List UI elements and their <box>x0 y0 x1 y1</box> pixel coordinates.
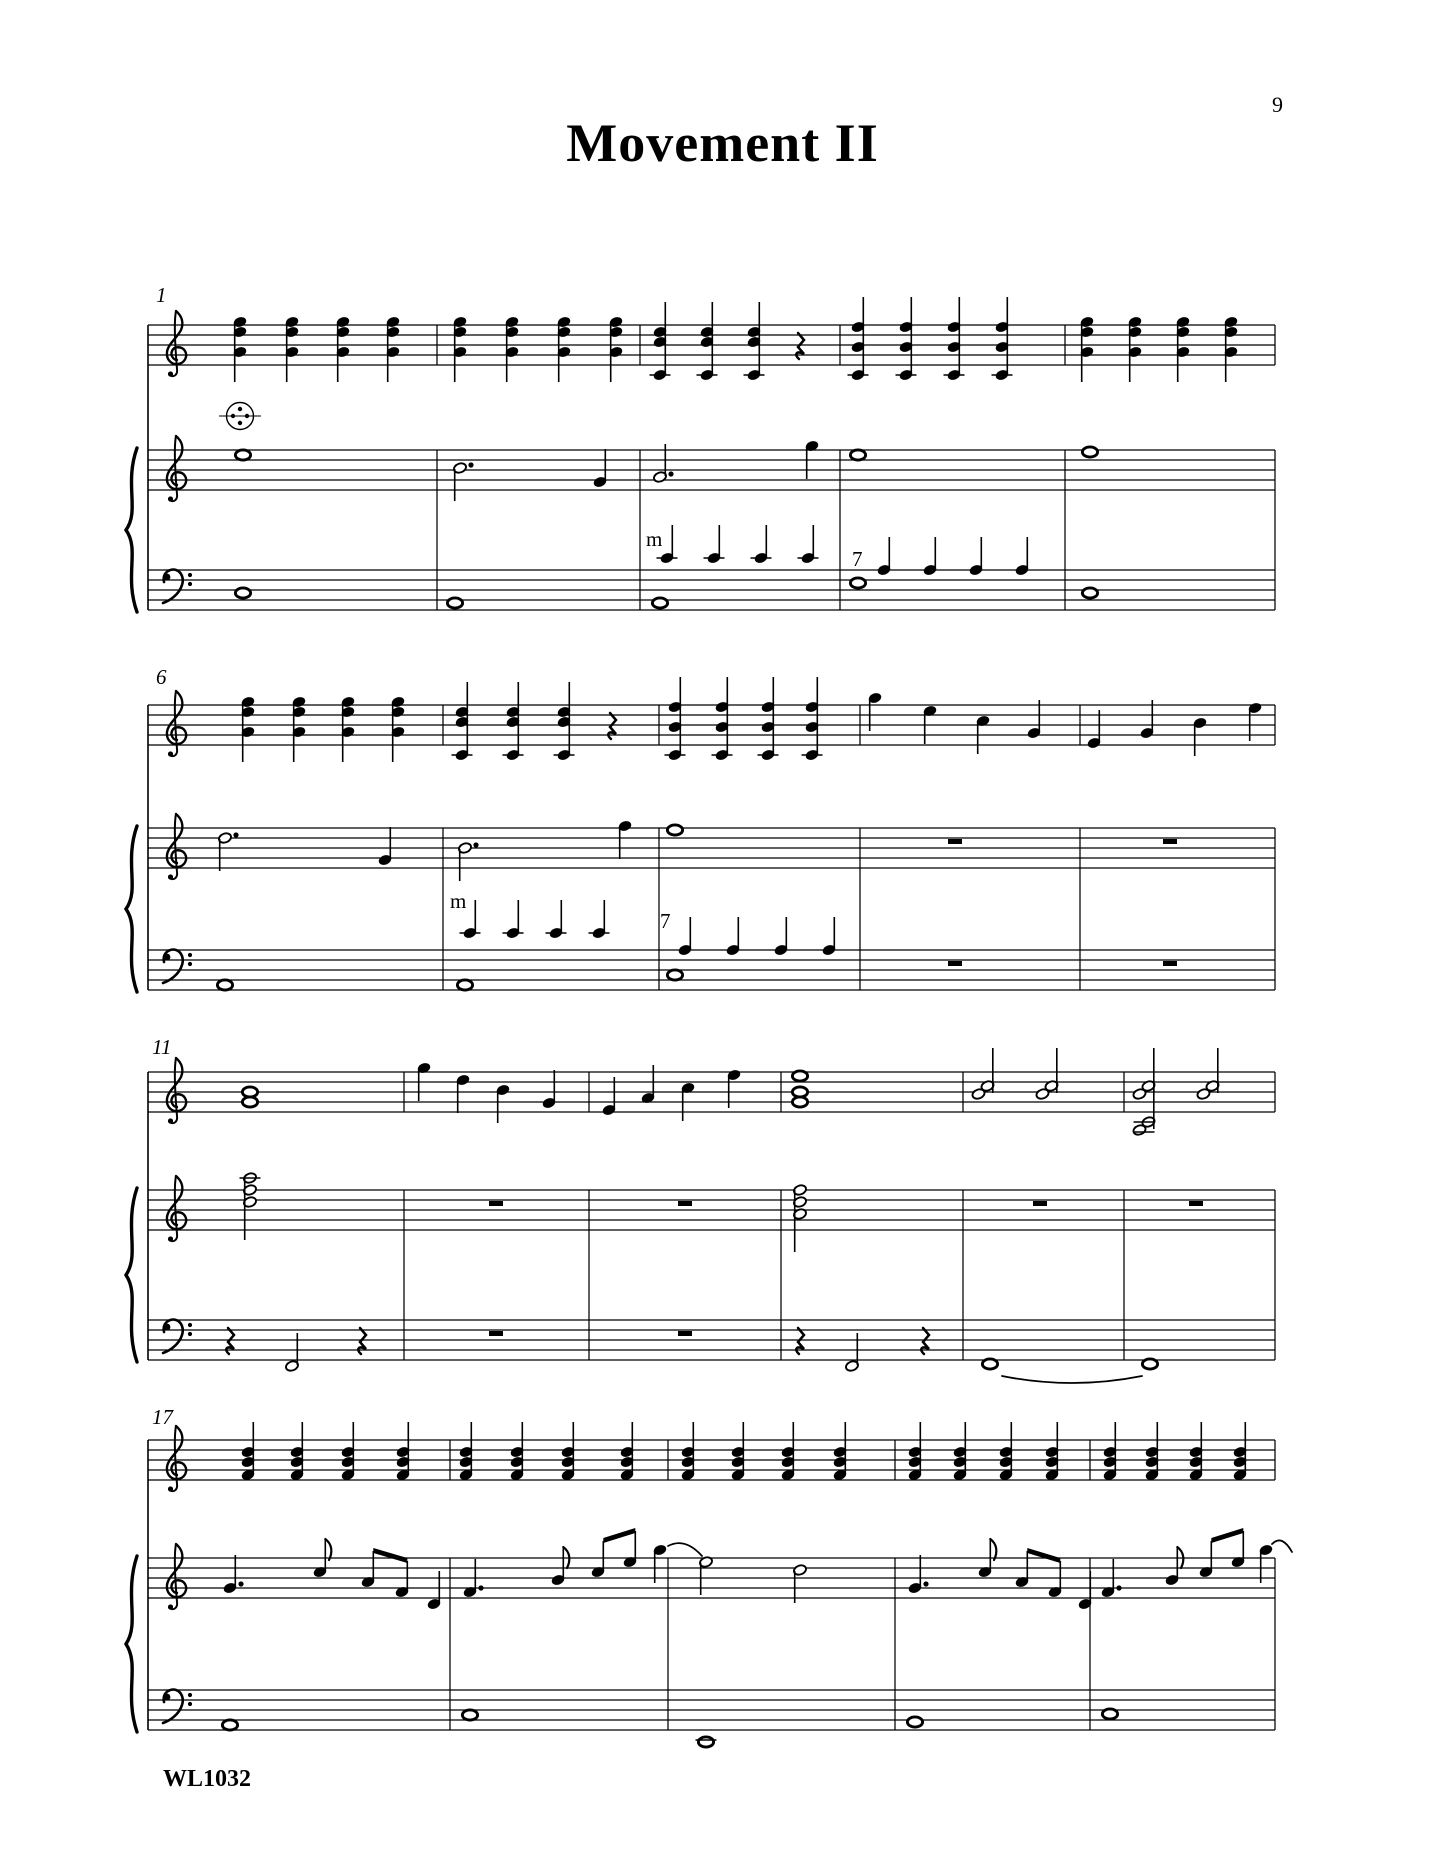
glyph-q <box>876 537 891 577</box>
glyph-qc <box>1044 1422 1059 1482</box>
glyph-qc <box>667 677 682 762</box>
piece-title: Movement II <box>566 113 879 173</box>
glyph-qc <box>505 682 520 762</box>
glyph-q <box>640 1065 655 1105</box>
glyph-q <box>725 917 740 957</box>
glyph-qc <box>898 297 913 382</box>
glyph-wc <box>242 1087 257 1107</box>
page-number: 9 <box>1272 92 1283 117</box>
glyph-qc <box>907 1422 922 1482</box>
glyph-w <box>462 1710 477 1720</box>
glyph-w <box>1082 447 1097 457</box>
glyph-q <box>773 917 788 957</box>
glyph-qc <box>699 302 714 382</box>
glyph-q <box>1077 1571 1092 1611</box>
glyph-qc <box>289 1422 304 1482</box>
glyph-qc <box>832 1422 847 1482</box>
glyph-w <box>222 1720 237 1730</box>
glyph-wc <box>792 1071 807 1107</box>
glyph-q <box>1139 700 1154 740</box>
glyph-h <box>285 1333 300 1372</box>
system-11 <box>126 1035 1275 1383</box>
glyph-w <box>1142 1359 1157 1369</box>
glyph-tie <box>1002 1376 1142 1383</box>
glyph-qc <box>730 1422 745 1482</box>
glyph-qc <box>994 297 1009 382</box>
glyph-qc <box>804 677 819 762</box>
svg-text:m: m <box>450 889 467 913</box>
glyph-qc <box>714 677 729 762</box>
glyph-q <box>455 1073 470 1113</box>
glyph-dq <box>1100 1559 1121 1599</box>
glyph-q <box>804 439 819 479</box>
svg-text:7: 7 <box>852 547 863 571</box>
glyph-e <box>1164 1547 1183 1587</box>
glyph-e <box>977 1539 996 1579</box>
glyph-qc <box>395 1422 410 1482</box>
glyph-q <box>377 827 392 867</box>
glyph-w <box>1082 588 1097 598</box>
glyph-wr <box>489 1331 503 1336</box>
glyph-qc <box>780 1422 795 1482</box>
glyph-w <box>457 980 472 990</box>
glyph-qc <box>1144 1422 1159 1482</box>
glyph-dh <box>453 462 474 501</box>
glyph-w <box>217 980 232 990</box>
glyph-q <box>1258 1543 1273 1583</box>
glyph-w <box>850 578 865 588</box>
glyph-qc <box>946 297 961 382</box>
glyph-qc <box>952 1422 967 1482</box>
glyph-w <box>652 598 667 608</box>
glyph-qc <box>458 1422 473 1482</box>
glyph-w <box>235 588 250 598</box>
glyph-b2 <box>1198 1528 1245 1579</box>
glyph-qc <box>1188 1422 1203 1482</box>
glyph-tx <box>646 527 662 551</box>
glyph-w <box>1102 1709 1117 1719</box>
svg-text:m: m <box>646 527 663 551</box>
glyph-q <box>677 917 692 957</box>
glyph-q <box>601 1077 616 1117</box>
glyph-tx <box>450 889 466 913</box>
glyph-wr <box>1163 839 1177 844</box>
glyph-e <box>312 1539 331 1579</box>
catalog-number: WL1032 <box>163 1766 252 1792</box>
glyph-q <box>922 537 937 577</box>
glyph-tie <box>668 1543 702 1556</box>
glyph-w <box>667 970 682 980</box>
svg-text:17: 17 <box>152 1405 173 1429</box>
glyph-w <box>982 1359 997 1369</box>
svg-text:1: 1 <box>156 283 167 307</box>
glyph-wr <box>948 961 962 966</box>
glyph-q <box>426 1571 441 1611</box>
svg-text:11: 11 <box>152 1035 172 1059</box>
glyph-w <box>447 598 462 608</box>
glyph-qc <box>509 1422 524 1482</box>
glyph-tx <box>852 547 863 571</box>
glyph-qc <box>998 1422 1013 1482</box>
glyph-h <box>845 1333 860 1372</box>
system-1 <box>126 283 1275 612</box>
glyph-w <box>850 450 865 460</box>
glyph-q <box>1014 537 1029 577</box>
glyph-wr <box>489 1201 503 1206</box>
glyph-q <box>922 704 937 744</box>
glyph-qc <box>680 1422 695 1482</box>
glyph-wr <box>678 1201 692 1206</box>
system-6 <box>126 665 1275 992</box>
glyph-qc <box>240 1422 255 1482</box>
glyph-q <box>416 1061 431 1101</box>
glyph-wr <box>948 839 962 844</box>
svg-text:7: 7 <box>660 909 671 933</box>
glyph-wr <box>1033 1201 1047 1206</box>
glyph-tie <box>1272 1540 1292 1552</box>
glyph-cd <box>219 403 261 430</box>
glyph-q <box>821 917 836 957</box>
glyph-qc <box>556 682 571 762</box>
glyph-w <box>907 1717 922 1727</box>
glyph-q <box>680 1081 695 1121</box>
glyph-e <box>550 1547 569 1587</box>
glyph-w <box>698 1737 713 1747</box>
glyph-q <box>592 449 607 489</box>
glyph-qc <box>560 1422 575 1482</box>
glyph-qc <box>340 1422 355 1482</box>
glyph-q <box>1026 700 1041 740</box>
glyph-b2 <box>1014 1548 1062 1599</box>
glyph-w <box>235 450 250 460</box>
glyph-w <box>667 825 682 835</box>
glyph-qc <box>1232 1422 1247 1482</box>
glyph-qc <box>746 302 761 382</box>
glyph-q <box>495 1083 510 1123</box>
glyph-qc <box>760 677 775 762</box>
glyph-q <box>617 819 632 859</box>
glyph-h <box>793 1564 808 1603</box>
glyph-wr <box>1189 1201 1203 1206</box>
glyph-q <box>541 1070 556 1110</box>
system-17 <box>126 1405 1292 1747</box>
glyph-qc <box>619 1422 634 1482</box>
glyph-qc <box>454 682 469 762</box>
glyph-b2 <box>360 1548 409 1599</box>
svg-text:6: 6 <box>156 665 167 689</box>
glyph-h <box>699 1556 714 1595</box>
glyph-q <box>652 1543 667 1583</box>
glyph-q <box>1086 710 1101 750</box>
glyph-wr <box>678 1331 692 1336</box>
glyph-q <box>968 537 983 577</box>
glyph-b2 <box>590 1528 637 1579</box>
glyph-qc <box>652 302 667 382</box>
glyph-dq <box>462 1559 483 1599</box>
glyph-q <box>975 714 990 754</box>
glyph-hv <box>793 1184 808 1252</box>
glyph-qc <box>1102 1422 1117 1482</box>
glyph-tx <box>660 909 671 933</box>
glyph-q <box>1192 716 1207 756</box>
glyph-qc <box>850 297 865 382</box>
glyph-wr <box>1163 961 1177 966</box>
